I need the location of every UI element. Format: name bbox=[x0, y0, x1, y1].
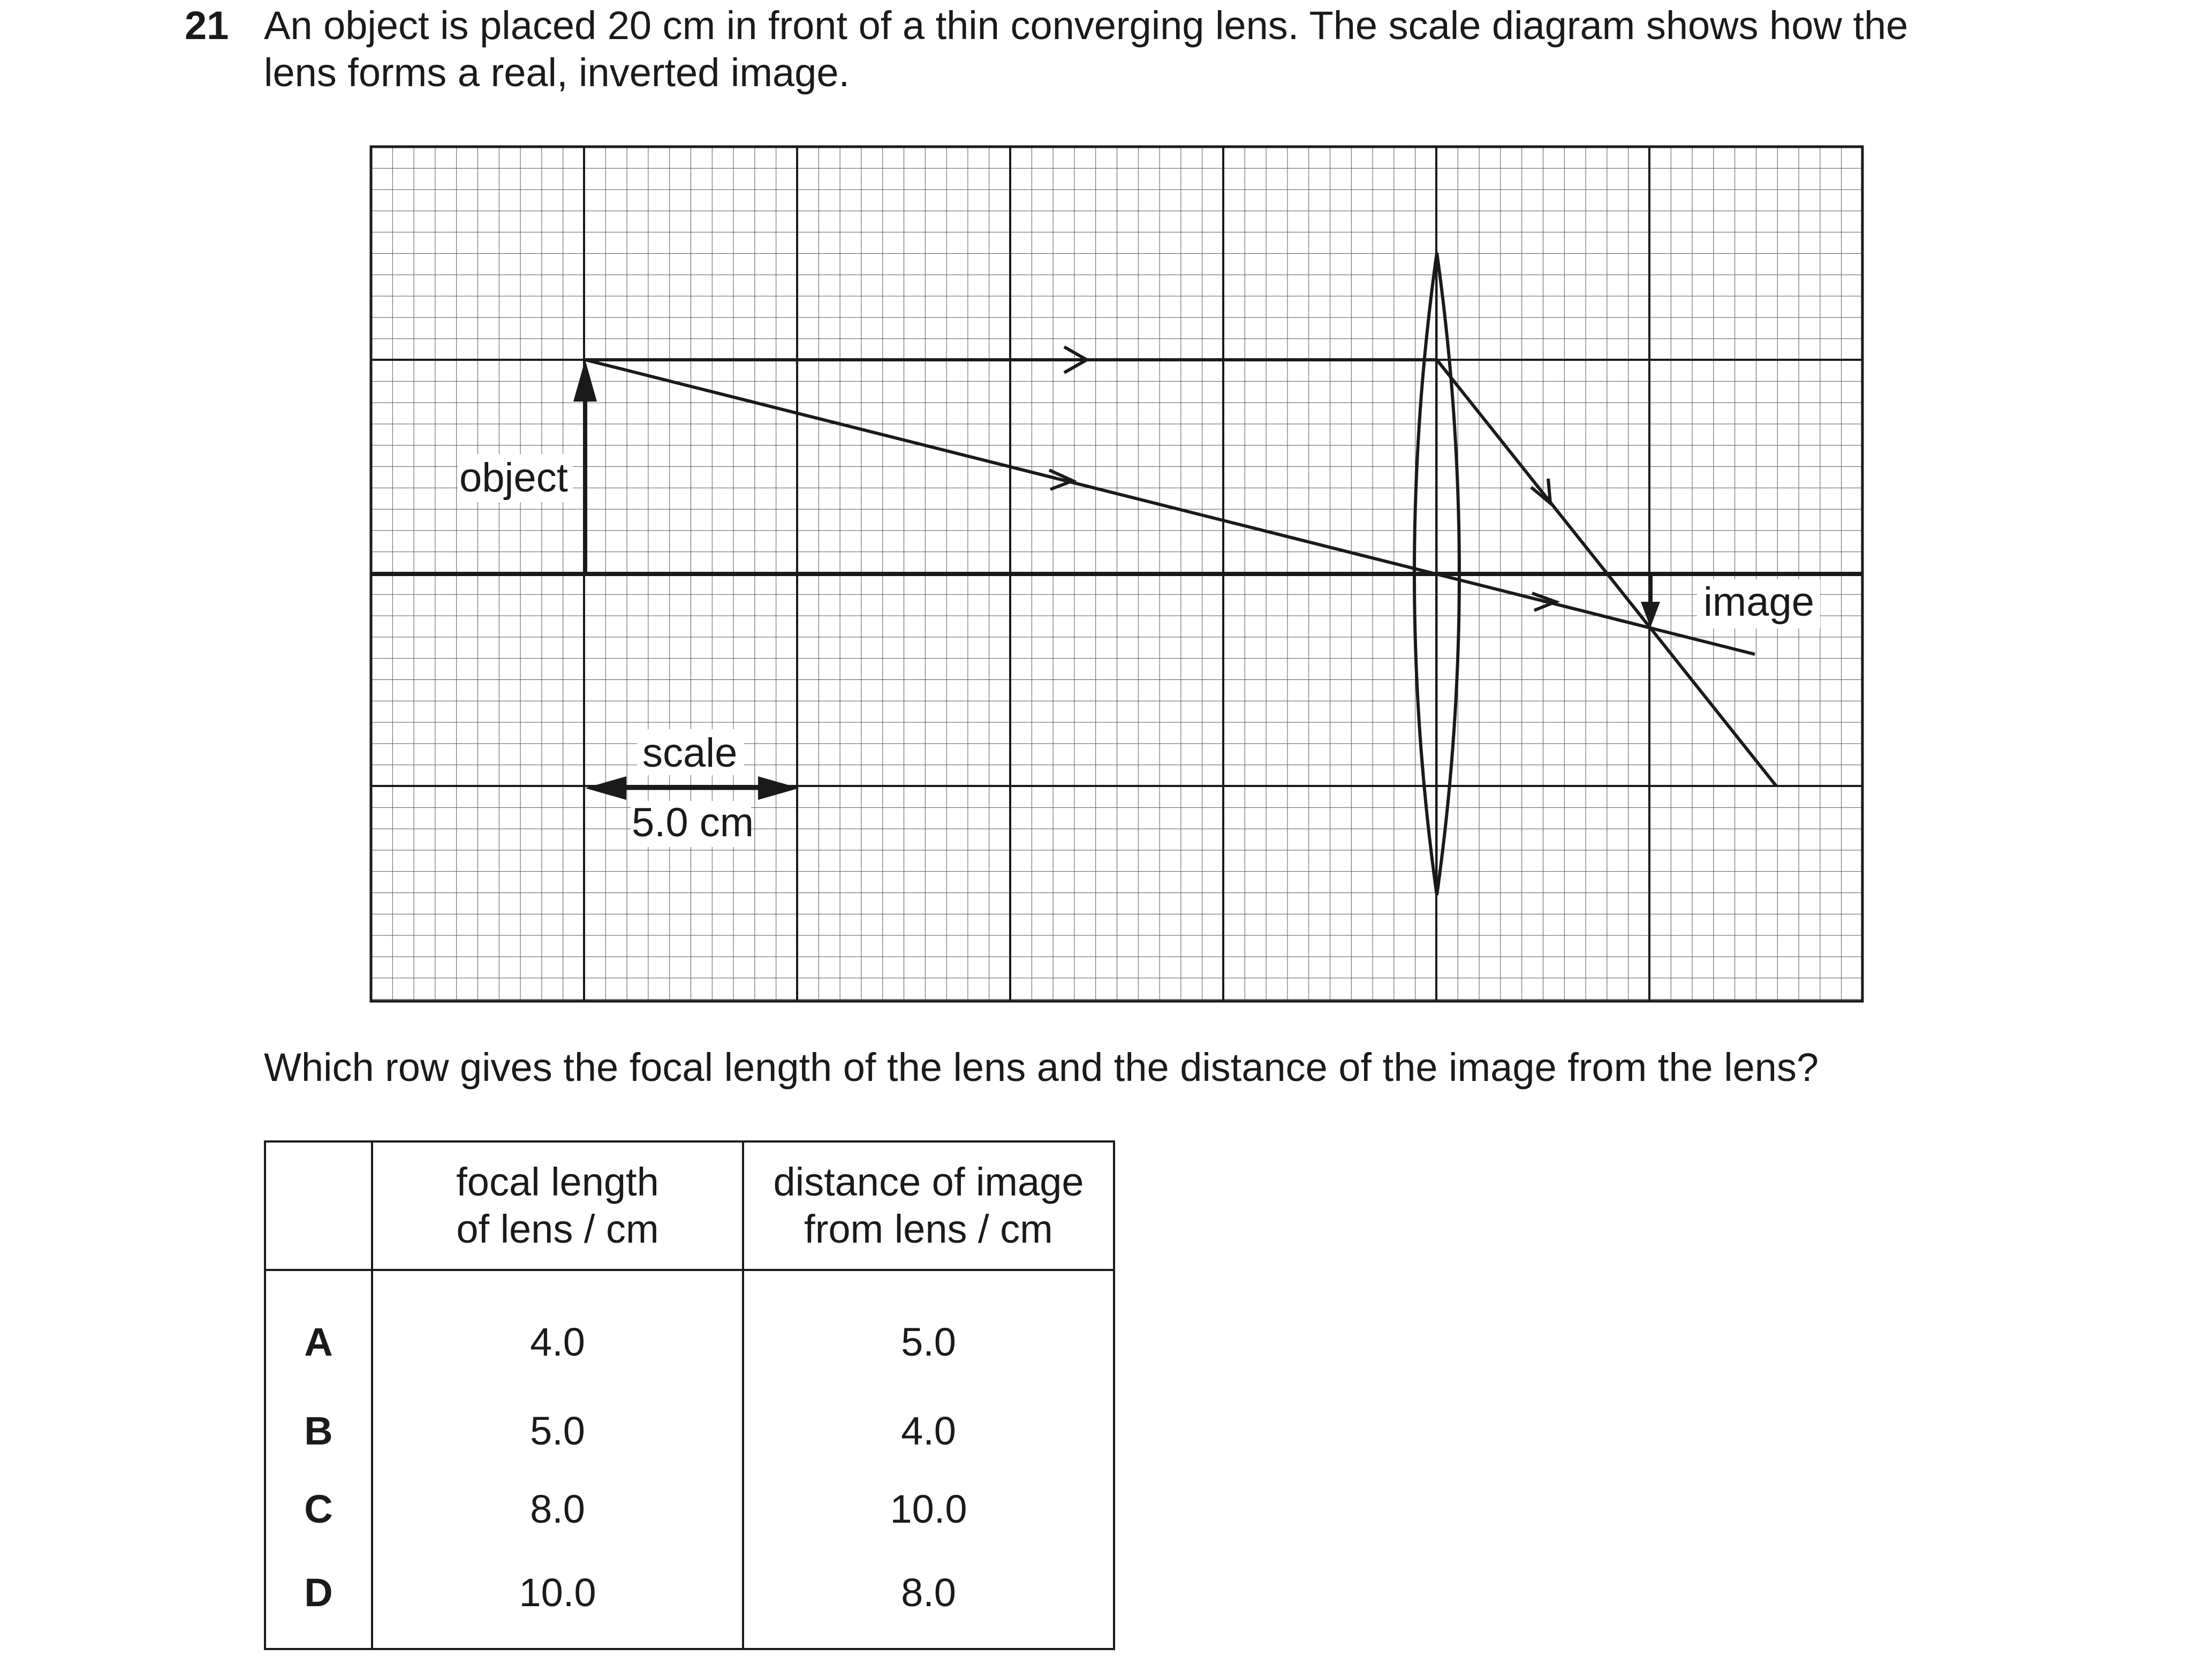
question-text-line-1: An object is placed 20 cm in front of a thin converging lens. The scale diagram shows how the bbox=[264, 3, 1908, 48]
focal-length-value: 4.0 bbox=[372, 1270, 743, 1392]
table-header-blank bbox=[265, 1141, 372, 1270]
table-row[interactable] bbox=[265, 1548, 1114, 1649]
option-letter: B bbox=[265, 1392, 372, 1470]
table-header-focal-length: focal length of lens / cm bbox=[372, 1141, 743, 1270]
focal-length-value: 10.0 bbox=[372, 1548, 743, 1649]
scale-label: scale bbox=[642, 730, 738, 776]
image-distance-value: 5.0 bbox=[743, 1270, 1114, 1392]
table-row[interactable] bbox=[265, 1392, 1114, 1470]
question-prompt: Which row gives the focal length of the lens and the distance of the image from the lens? bbox=[264, 1045, 1819, 1090]
table-row[interactable] bbox=[265, 1470, 1114, 1548]
image-label: image bbox=[1703, 579, 1814, 625]
question-text-line-2: lens forms a real, inverted image. bbox=[264, 50, 850, 95]
image-distance-value: 4.0 bbox=[743, 1392, 1114, 1470]
image-distance-value: 10.0 bbox=[743, 1470, 1114, 1548]
option-letter: A bbox=[265, 1270, 372, 1392]
table-row[interactable] bbox=[265, 1270, 1114, 1392]
table-header-image-distance: distance of image from lens / cm bbox=[743, 1141, 1114, 1270]
question-number: 21 bbox=[185, 3, 229, 48]
answer-table bbox=[264, 1140, 1115, 1650]
object-label: object bbox=[459, 455, 568, 501]
focal-length-value: 8.0 bbox=[372, 1470, 743, 1548]
scale-value-label: 5.0 cm bbox=[632, 800, 754, 845]
option-letter: C bbox=[265, 1470, 372, 1548]
focal-length-value: 5.0 bbox=[372, 1392, 743, 1470]
image-distance-value: 8.0 bbox=[743, 1548, 1114, 1649]
option-letter: D bbox=[265, 1548, 372, 1649]
